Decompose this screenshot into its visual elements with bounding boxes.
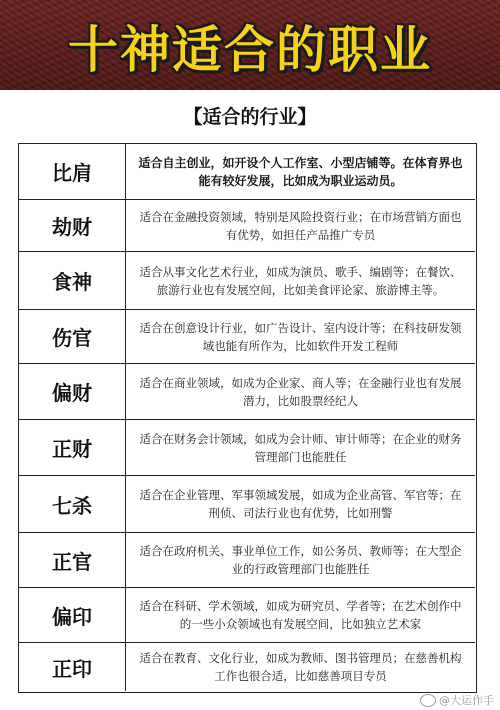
page-title: 十神适合的职业 <box>68 21 432 79</box>
row-description: 适合从事文化艺术行业，如成为演员、歌手、编剧等；在餐饮、旅游行业也有发展空间，比如美食评论家、旅游博主等。 <box>139 264 462 297</box>
watermark-text: @大运作手 <box>439 694 494 707</box>
row-description: 适合在政府机关、事业单位工作，如公务员、教师等；在大型企业的行政管理部门也能胜任 <box>139 544 462 576</box>
table-row <box>19 310 475 364</box>
row-name: 正官 <box>19 533 126 587</box>
row-description: 适合在教育、文化行业，如成为教师、图书管理员；在慈善机构工作也很合适，比如慈善项目专员 <box>139 651 462 683</box>
row-name: 偏印 <box>19 588 126 642</box>
table-row <box>19 252 475 310</box>
row-name: 伤官 <box>19 310 126 363</box>
table-row <box>19 364 475 420</box>
table-row <box>19 200 475 252</box>
table-row <box>19 588 475 643</box>
row-name: 食神 <box>19 252 126 309</box>
row-description: 适合在创意设计行业，如广告设计、室内设计等；在科技研发领域也能有所作为，比如软件开发工程师 <box>139 320 462 353</box>
row-description: 适合在科研、学术领域，如成为研究员、学者等；在艺术创作中的一些小众领域也有发展空间，比如独立艺术家 <box>139 599 462 631</box>
row-description: 适合自主创业，如开设个人工作室、小型店铺等。在体育界也能有较好发展，比如成为职业运动员。 <box>138 155 463 188</box>
row-name: 比肩 <box>19 144 126 199</box>
table-row <box>19 643 475 691</box>
row-description: 适合在财务会计领域，如成为会计师、审计师等；在企业的财务管理部门也能胜任 <box>139 431 462 464</box>
table-row <box>19 420 475 476</box>
table-row <box>19 533 475 588</box>
career-table <box>18 143 477 693</box>
watermark <box>420 692 494 708</box>
table-row <box>19 476 475 533</box>
table-row <box>19 144 475 200</box>
row-name: 正财 <box>19 420 126 475</box>
row-name: 劫财 <box>19 200 126 251</box>
row-name: 正印 <box>19 643 126 691</box>
section-subtitle: 【适合的行业】 <box>183 106 317 128</box>
row-name: 偏财 <box>19 364 126 419</box>
weibo-icon <box>420 694 436 707</box>
row-description: 适合在企业管理、军事领域发展，如成为企业高管、军官等；在刑侦、司法行业也有优势，比如刑警 <box>139 488 462 520</box>
row-description: 适合在金融投资领域，特别是风险投资行业；在市场营销方面也有优势，如担任产品推广专员 <box>139 209 462 242</box>
row-description: 适合在商业领域，如成为企业家、商人等；在金融行业也有发展潜力，比如股票经纪人 <box>139 375 462 408</box>
row-name: 七杀 <box>19 476 126 532</box>
